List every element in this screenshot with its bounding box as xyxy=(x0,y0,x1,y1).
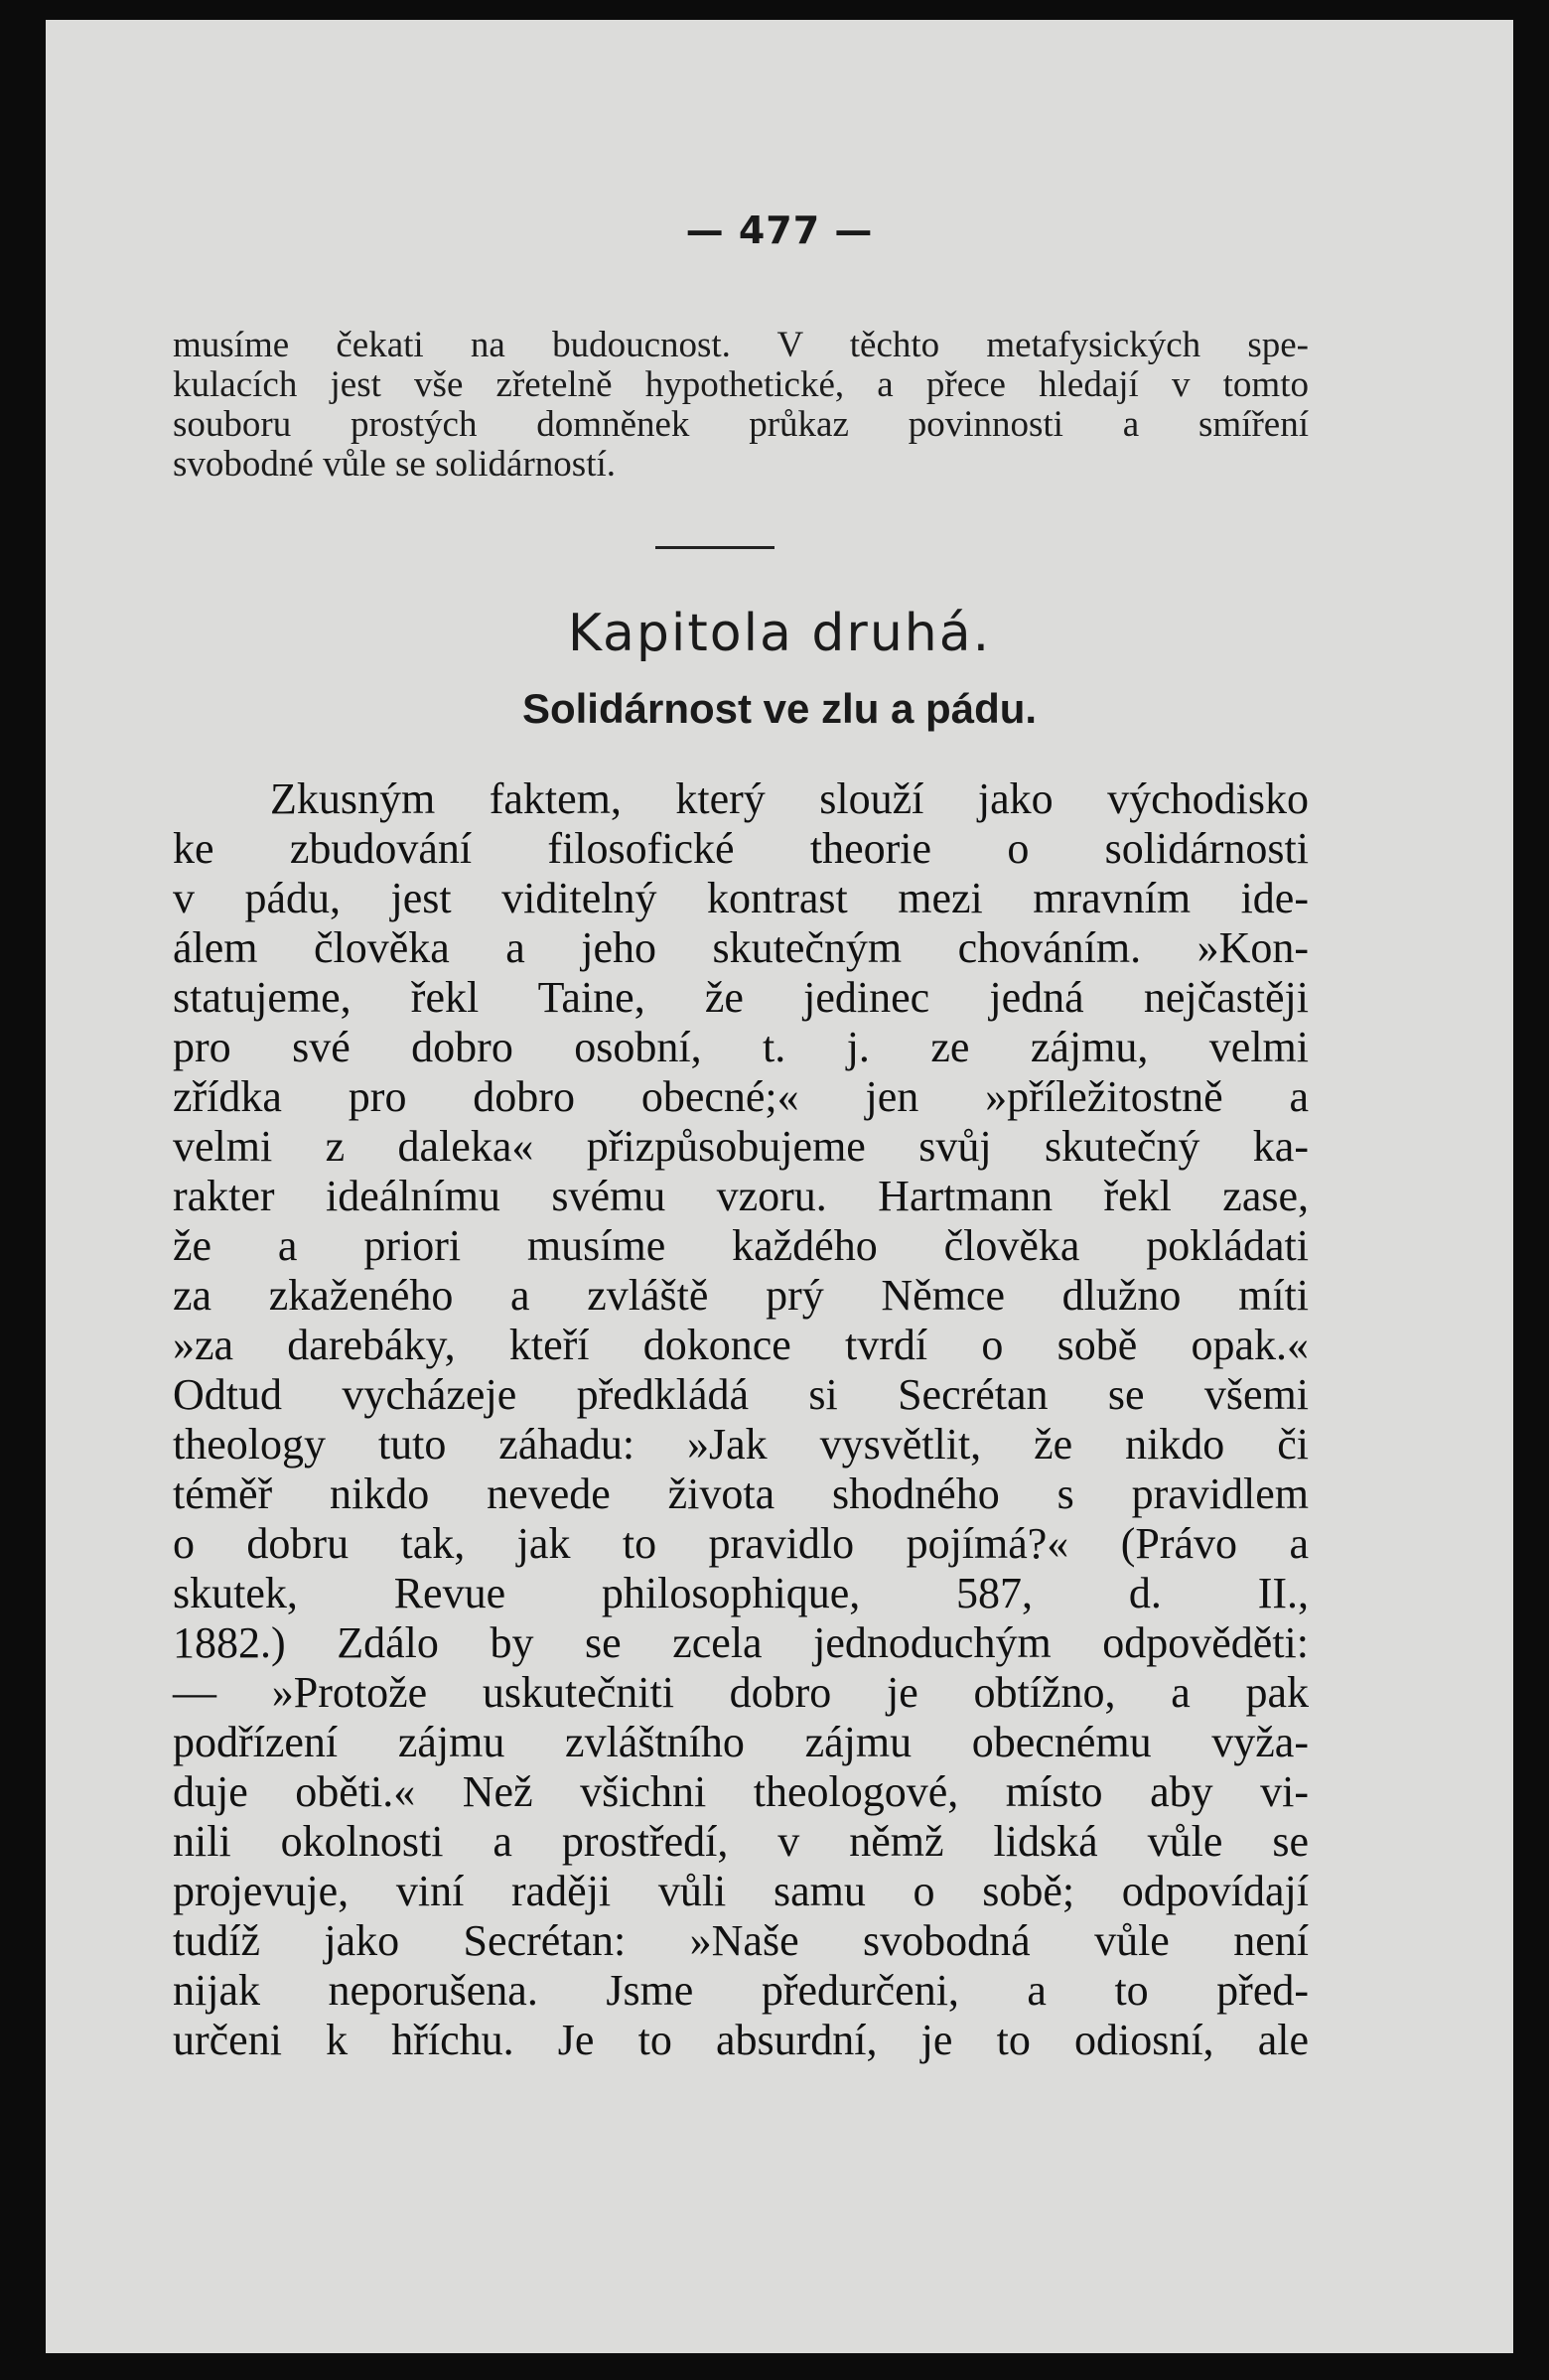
body-line: »za darebáky, kteří dokonce tvrdí o sobě opak.« xyxy=(173,1321,1309,1369)
body-line: álem člověka a jeho skutečným chováním. »Kon- xyxy=(173,923,1309,972)
body-line: tudíž jako Secrétan: »Naše svobodná vůle není xyxy=(173,1916,1309,1965)
chapter-subtitle: Solidárnost ve zlu a pádu. xyxy=(521,685,1038,732)
body-line: skutek, Revue philosophique, 587, d. II., xyxy=(173,1569,1309,1617)
body-line: statujeme, řekl Taine, že jedinec jedná nejčastěji xyxy=(173,973,1309,1022)
intro-line: musíme čekati na budoucnost. V těchto metafysických spe- xyxy=(173,325,1309,365)
body-line: Zkusným faktem, který slouží jako východisko xyxy=(270,774,1309,823)
body-line: o dobru tak, jak to pravidlo pojímá?« (Právo a xyxy=(173,1519,1309,1568)
body-line: velmi z daleka« přizpůsobujeme svůj skutečný ka- xyxy=(173,1122,1309,1171)
body-line: projevuje, viní raději vůli samu o sobě; odpovídají xyxy=(173,1867,1309,1915)
body-line: Odtud vycházeje předkládá si Secrétan se všemi xyxy=(173,1370,1309,1419)
section-divider xyxy=(655,546,774,549)
body-line: pro své dobro osobní, t. j. ze zájmu, velmi xyxy=(173,1023,1309,1071)
body-line: že a priori musíme každého člověka pokládati xyxy=(173,1221,1309,1270)
chapter-title: Kapitola druhá. xyxy=(567,604,992,663)
intro-line: kulacích jest vše zřetelně hypothetické, a přece hledají v tomto xyxy=(173,364,1309,405)
body-line: podřízení zájmu zvláštního zájmu obecnému vyža- xyxy=(173,1718,1309,1766)
body-line: theology tuto záhadu: »Jak vysvětlit, že nikdo či xyxy=(173,1420,1309,1469)
page-number: — 477 — xyxy=(685,209,874,252)
intro-line: svobodné vůle se solidárností. xyxy=(173,444,617,485)
body-line: zřídka pro dobro obecné;« jen »příležitostně a xyxy=(173,1072,1309,1121)
book-page xyxy=(46,20,1513,2353)
body-line: — »Protože uskutečniti dobro je obtížno, a pak xyxy=(173,1668,1309,1717)
body-line: nili okolnosti a prostředí, v němž lidská vůle se xyxy=(173,1817,1309,1866)
body-line: 1882.) Zdálo by se zcela jednoduchým odpověděti: xyxy=(173,1618,1309,1667)
body-line: v pádu, jest viditelný kontrast mezi mravním ide- xyxy=(173,874,1309,922)
body-line: téměř nikdo nevede života shodného s pravidlem xyxy=(173,1470,1309,1518)
body-line: ke zbudování filosofické theorie o solidárnosti xyxy=(173,824,1309,873)
intro-line: souboru prostých domněnek průkaz povinnosti a smíření xyxy=(173,404,1309,445)
body-line: rakter ideálnímu svému vzoru. Hartmann řekl zase, xyxy=(173,1172,1309,1220)
body-line: určeni k hříchu. Je to absurdní, je to odiosní, ale xyxy=(173,2016,1309,2064)
body-line: za zkaženého a zvláště prý Němce dlužno míti xyxy=(173,1271,1309,1320)
body-line: duje oběti.« Než všichni theologové, místo aby vi- xyxy=(173,1767,1309,1816)
intro-paragraph xyxy=(173,326,1309,485)
body-paragraph xyxy=(173,774,1309,2065)
body-line: nijak neporušena. Jsme předurčeni, a to před- xyxy=(173,1966,1309,2015)
